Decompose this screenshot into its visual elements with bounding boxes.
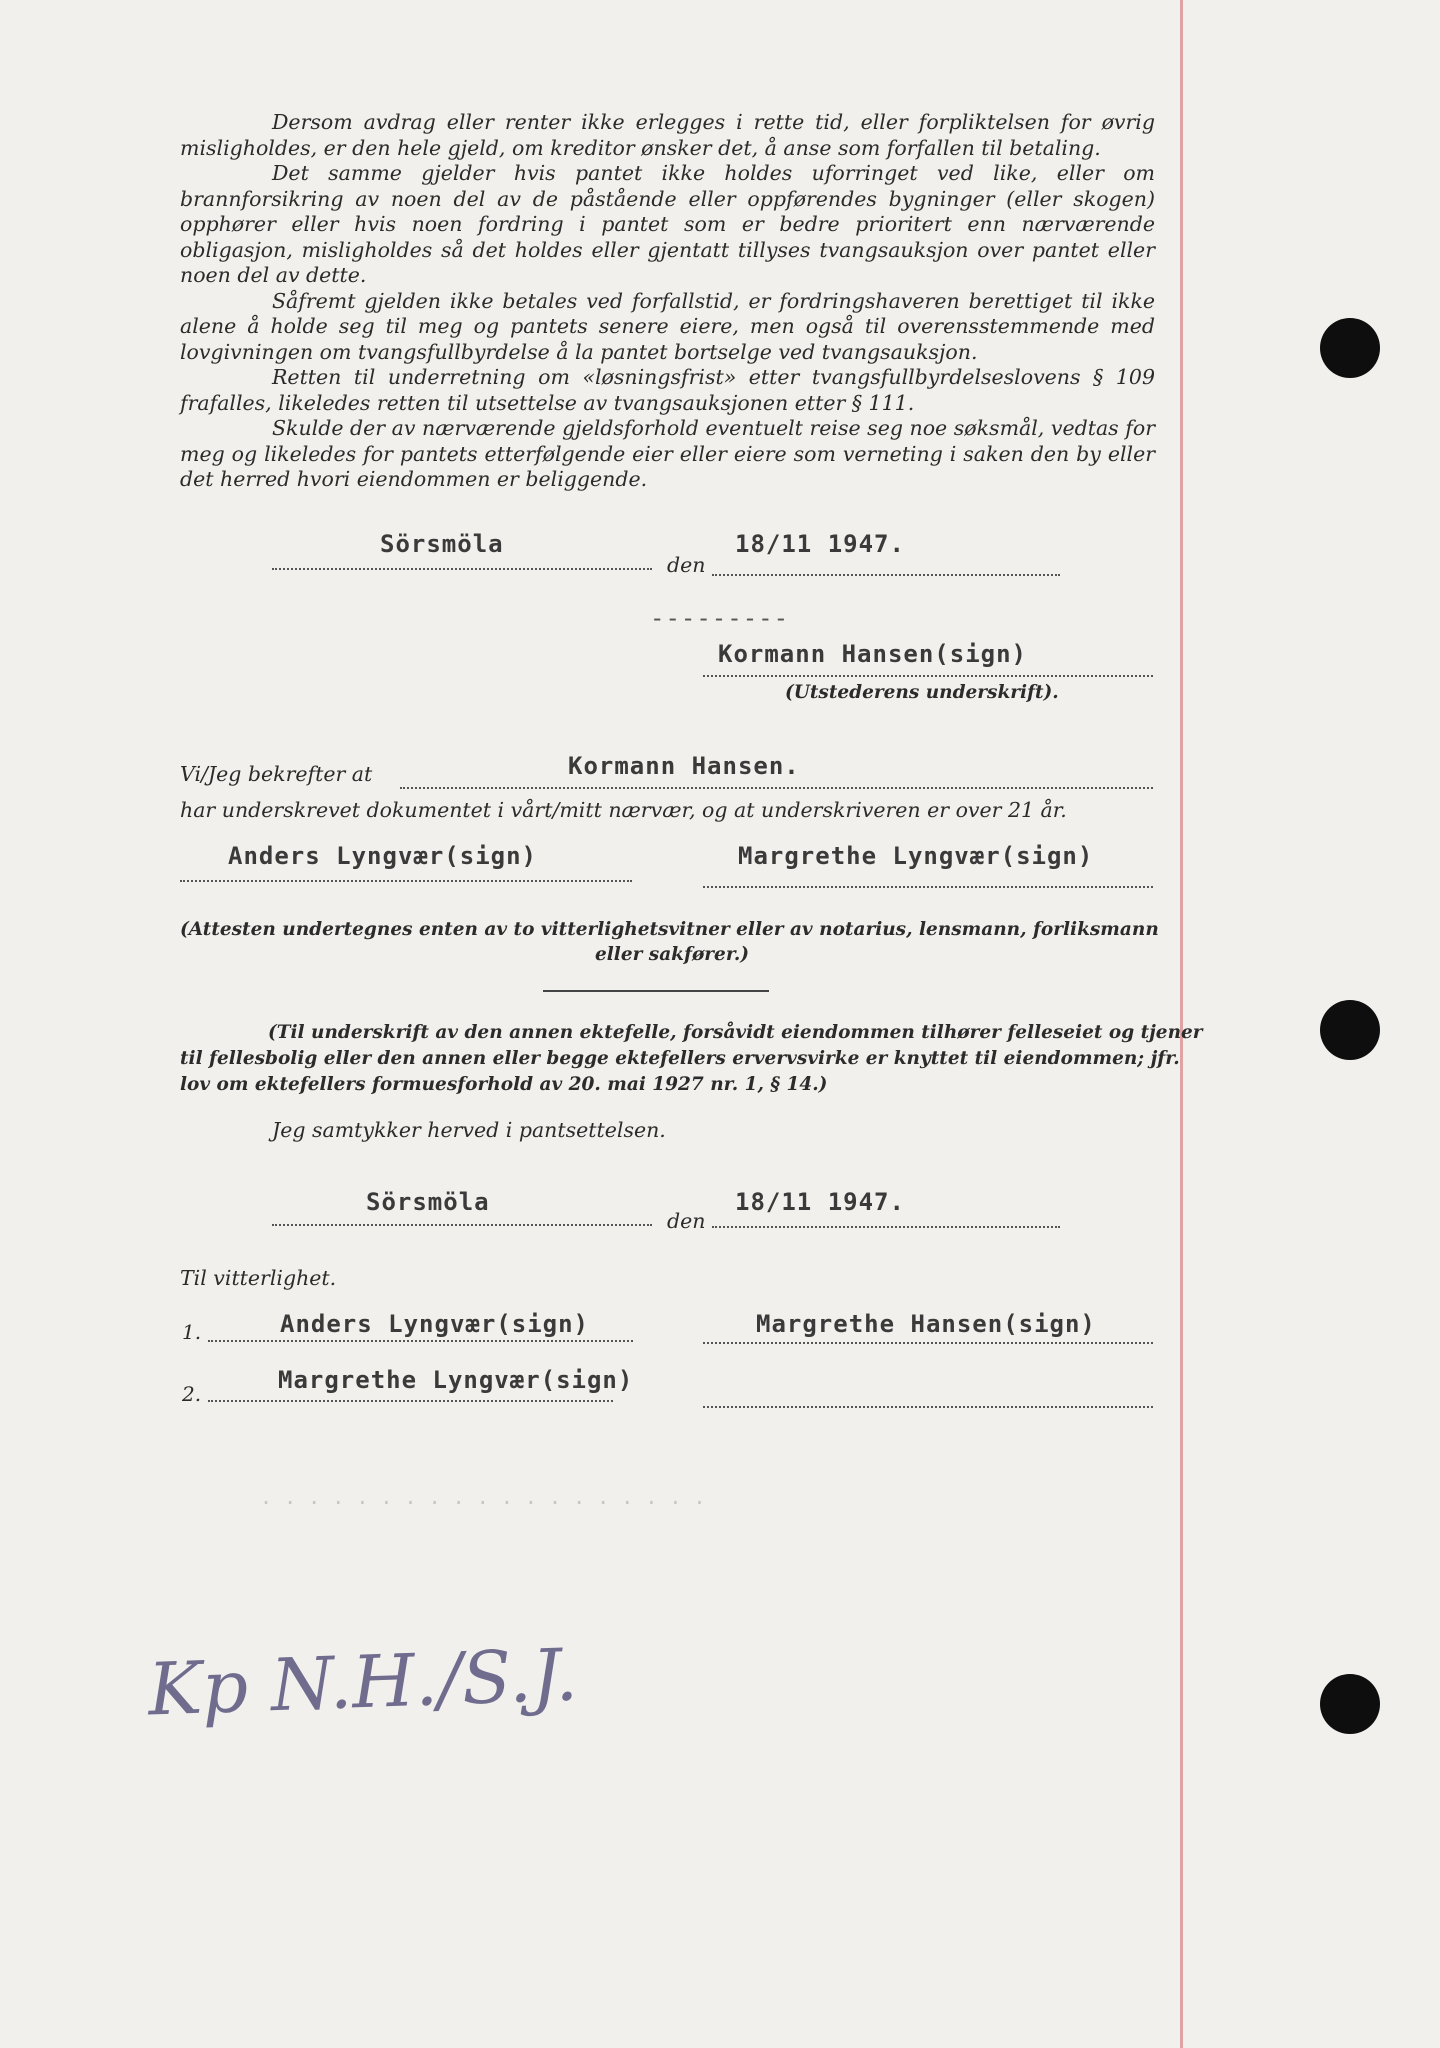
witness-1-signature: Anders Lyngvær(sign) (228, 842, 537, 870)
punch-hole-icon (1320, 1000, 1380, 1060)
legal-terms (180, 110, 1155, 493)
issuer-place: Sörsmöla (380, 530, 504, 558)
punch-hole-icon (1320, 1674, 1380, 1734)
witness-heading: Til vitterlighet. (180, 1266, 337, 1290)
signature-line (703, 675, 1153, 677)
confirm-text: har underskrevet dokumentet i vårt/mitt nærvær, og at underskriveren er over 21 år. (180, 798, 1067, 822)
row-2-witness-line (208, 1400, 613, 1402)
signature-caption: (Utstederens underskrift). (785, 682, 1059, 703)
consent-text: Jeg samtykker herved i pantsettelsen. (272, 1118, 666, 1142)
handwritten-note: Kp N.H./S.J. (146, 1632, 580, 1732)
legal-paragraph: Skulde der av nærværende gjeldsforhold eventuelt reise seg noe søksmål, vedtas for meg og likeledes for pantets etterfølgende eier eller eiere som verneting i saken den by eller det herred hvori eiendommen er beliggende. (180, 416, 1155, 491)
issuer-date: 18/11 1947. (735, 530, 905, 558)
row-1-signer-line (703, 1342, 1153, 1344)
struck-dashes: --------- (650, 604, 790, 632)
punch-hole-icon (1320, 318, 1380, 378)
legal-paragraph: Retten til underretning om «løsningsfrist» etter tvangsfullbyrdelseslovens § 109 frafalles, likeledes retten til utsettelse av tvangsauksjonen etter § 111. (180, 365, 1155, 415)
confirmed-name: Kormann Hansen. (568, 752, 800, 780)
den-label: den (667, 553, 706, 577)
legal-paragraph: Det samme gjelder hvis pantet ikke holdes uforringet ved like, eller om brannforsikring av noen del av de påstående eller oppførendes bygninger (eller skogen) opphører eller hvis noen fordring i pantet som er bedre prioritert enn nærværende obligasjon, misligholdes så det holdes eller gjentatt tillyses tvangsauksjon over pantet eller noen del av dette. (180, 161, 1155, 287)
row-number: 1. (182, 1320, 202, 1344)
date-line (712, 574, 1060, 576)
spouse-date: 18/11 1947. (735, 1188, 905, 1216)
witness-2-line (703, 886, 1153, 888)
row-number: 2. (182, 1382, 202, 1406)
row-1-witness-line (208, 1340, 633, 1342)
confirm-line (400, 787, 1153, 789)
spouse-note: lov om ektefellers formuesforhold av 20. mai 1927 nr. 1, § 14.) (180, 1074, 828, 1095)
spouse-note: til fellesbolig eller den annen eller begge ektefellers ervervsvirke er knyttet til eiendommen; jfr. (180, 1048, 1180, 1069)
witness-2-signature: Margrethe Lyngvær(sign) (738, 842, 1094, 870)
place-line (272, 1224, 652, 1226)
separator-line (543, 990, 769, 992)
confirm-prefix: Vi/Jeg bekrefter at (180, 762, 373, 786)
issuer-signature: Kormann Hansen(sign) (718, 640, 1027, 668)
row-1-witness-signature: Anders Lyngvær(sign) (280, 1310, 589, 1338)
den-label: den (667, 1209, 706, 1233)
legal-paragraph: Dersom avdrag eller renter ikke erlegges i rette tid, eller forpliktelsen for øvrig misligholdes, er den hele gjeld, om kreditor ønsker det, å anse som forfallen til betaling. (180, 110, 1155, 160)
bleed-through-text: . . . . . . . . . . . . . . . . . . . (260, 1485, 706, 1509)
spouse-place: Sörsmöla (366, 1188, 490, 1216)
date-line (712, 1226, 1060, 1228)
witness-1-line (180, 880, 632, 882)
row-1-signer-signature: Margrethe Hansen(sign) (756, 1310, 1096, 1338)
row-2-signer-line (703, 1406, 1153, 1408)
place-line (272, 568, 652, 570)
attest-note: eller sakfører.) (595, 944, 750, 965)
legal-paragraph: Såfremt gjelden ikke betales ved forfallstid, er fordringshaveren berettiget til ikke alene å holde seg til meg og pantets senere eiere, men også til overensstemmende med lovgivningen om tvangsfullbyrdelse å la pantet bortselge ved tvangsauksjon. (180, 288, 1155, 364)
row-2-witness-signature: Margrethe Lyngvær(sign) (278, 1366, 634, 1394)
spouse-note: (Til underskrift av den annen ektefelle, forsåvidt eiendommen tilhører felleseiet og tjener (268, 1022, 1203, 1043)
attest-note: (Attesten undertegnes enten av to vitterlighetsvitner eller av notarius, lensmann, forliksmann (180, 919, 1159, 940)
